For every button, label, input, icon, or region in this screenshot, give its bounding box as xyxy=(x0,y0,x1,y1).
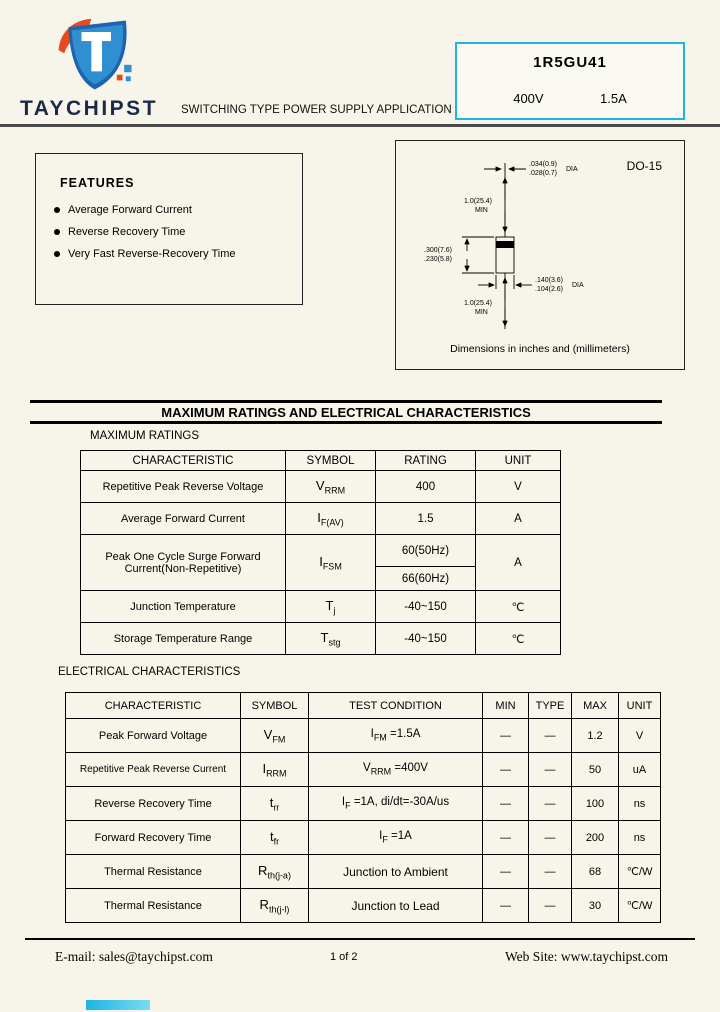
brand-logo-icon xyxy=(52,14,134,96)
cell-rating: 60(50Hz) xyxy=(376,535,476,567)
cell-unit: ns xyxy=(619,787,661,821)
dim-lead-len-top: 1.0(25.4) xyxy=(464,198,493,205)
dim-lead-len-top-min: MIN xyxy=(475,207,488,214)
cell-min: — xyxy=(483,753,529,787)
cell-characteristic: Peak One Cycle Surge Forward Current(Non-Repetitive) xyxy=(81,535,286,591)
brand-logo xyxy=(52,14,134,96)
col-test-condition: TEST CONDITION xyxy=(309,693,483,719)
cell-symbol: $I_{FSM}$ xyxy=(286,535,376,591)
cell-symbol: $V_{RRM}$ xyxy=(286,471,376,503)
table-row xyxy=(66,821,661,855)
section-title: MAXIMUM RATINGS AND ELECTRICAL CHARACTERISTICS xyxy=(30,400,662,424)
table-row xyxy=(66,855,661,889)
col-unit: UNIT xyxy=(619,693,661,719)
cell-characteristic: Average Forward Current xyxy=(81,503,286,535)
cell-rating: -40~150 xyxy=(376,591,476,623)
col-min: MIN xyxy=(483,693,529,719)
logo-pixel-1 xyxy=(124,65,131,72)
table-header-row xyxy=(81,451,561,471)
electrical-characteristics-table xyxy=(65,692,661,923)
table-row xyxy=(81,535,561,567)
cell-rating: 66(60Hz) xyxy=(376,567,476,591)
col-rating: RATING xyxy=(376,451,476,471)
cell-type: — xyxy=(529,753,572,787)
cell-unit: V xyxy=(619,719,661,753)
cell-max: 50 xyxy=(572,753,619,787)
cell-type: — xyxy=(529,719,572,753)
cell-min: — xyxy=(483,821,529,855)
cell-type: — xyxy=(529,787,572,821)
header-tagline: SWITCHING TYPE POWER SUPPLY APPLICATION xyxy=(181,104,452,116)
table-row xyxy=(81,471,561,503)
cell-characteristic: Storage Temperature Range xyxy=(81,623,286,655)
col-characteristic: CHARACTERISTIC xyxy=(66,693,241,719)
cell-symbol: $I_{F(AV)}$ xyxy=(286,503,376,535)
cell-unit: ns xyxy=(619,821,661,855)
cell-min: — xyxy=(483,889,529,923)
cell-test-condition: $I_F =1A$ xyxy=(309,821,483,855)
features-panel xyxy=(35,153,303,305)
table-header-row xyxy=(66,693,661,719)
cell-characteristic: Junction Temperature xyxy=(81,591,286,623)
cell-rating: 1.5 xyxy=(376,503,476,535)
part-number-box xyxy=(455,42,685,120)
dim-body-dia-2: .104(2.6) xyxy=(535,286,564,293)
cell-characteristic: Forward Recovery Time xyxy=(66,821,241,855)
table-row xyxy=(81,591,561,623)
footer-divider xyxy=(25,938,695,940)
package-drawing xyxy=(420,155,670,335)
cell-type: — xyxy=(529,889,572,923)
table-row xyxy=(81,623,561,655)
table-row xyxy=(66,719,661,753)
feature-text: Very Fast Reverse-Recovery Time xyxy=(68,248,236,260)
part-current: 1.5A xyxy=(600,91,627,106)
maximum-ratings-table xyxy=(80,450,561,655)
cell-characteristic: Repetitive Peak Reverse Voltage xyxy=(81,471,286,503)
dim-lead-len-bot: 1.0(25.4) xyxy=(464,300,493,307)
dim-body-len-2: .230(5.8) xyxy=(424,256,453,263)
cell-symbol: $R_{th(j-a)}$ xyxy=(241,855,309,889)
table-row xyxy=(66,787,661,821)
col-characteristic: CHARACTERISTIC xyxy=(81,451,286,471)
cell-unit: ℃ xyxy=(476,623,561,655)
dim-lead-dia-2: .028(0.7) xyxy=(529,170,558,177)
cell-unit: ℃/W xyxy=(619,855,661,889)
cell-min: — xyxy=(483,787,529,821)
package-outline-panel xyxy=(395,140,685,370)
feature-item xyxy=(54,204,292,216)
feature-text: Reverse Recovery Time xyxy=(68,226,186,238)
max-ratings-label: MAXIMUM RATINGS xyxy=(90,430,200,442)
cell-type: — xyxy=(529,821,572,855)
dim-body-dia-label: DIA xyxy=(572,282,584,289)
cell-max: 1.2 xyxy=(572,719,619,753)
cell-characteristic: Peak Forward Voltage xyxy=(66,719,241,753)
bullet-icon xyxy=(54,229,60,235)
package-name: DO-15 xyxy=(626,159,662,173)
cell-type: — xyxy=(529,855,572,889)
dim-body-len-1: .300(7.6) xyxy=(424,247,453,254)
package-caption: Dimensions in inches and (millimeters) xyxy=(450,343,630,355)
bullet-icon xyxy=(54,251,60,257)
cell-characteristic: Thermal Resistance xyxy=(66,855,241,889)
cell-test-condition: $I_F =1A$, di/dt=-30A/us xyxy=(309,787,483,821)
cell-characteristic: Reverse Recovery Time xyxy=(66,787,241,821)
col-type: TYPE xyxy=(529,693,572,719)
page-bottom-accent xyxy=(86,1000,150,1010)
cell-symbol: $t_{fr}$ xyxy=(241,821,309,855)
cathode-band xyxy=(496,241,514,248)
cell-unit: ℃ xyxy=(476,591,561,623)
cell-test-condition: $V_{RRM} =400V$ xyxy=(309,753,483,787)
feature-item xyxy=(54,226,292,238)
cell-max: 68 xyxy=(572,855,619,889)
col-symbol: SYMBOL xyxy=(241,693,309,719)
cell-test-condition: Junction to Ambient xyxy=(309,855,483,889)
col-max: MAX xyxy=(572,693,619,719)
part-voltage: 400V xyxy=(513,91,544,106)
part-number: 1R5GU41 xyxy=(533,54,607,71)
col-unit: UNIT xyxy=(476,451,561,471)
col-symbol: SYMBOL xyxy=(286,451,376,471)
cell-symbol: $T_j$ xyxy=(286,591,376,623)
footer-website: Web Site: www.taychipst.com xyxy=(505,949,669,964)
cell-test-condition: $I_{FM} =1.5A$ xyxy=(309,719,483,753)
cell-max: 100 xyxy=(572,787,619,821)
cell-unit: uA xyxy=(619,753,661,787)
electrical-characteristics-label: ELECTRICAL CHARACTERISTICS xyxy=(58,666,241,678)
bullet-icon xyxy=(54,207,60,213)
dim-lead-len-bot-min: MIN xyxy=(475,309,488,316)
cell-symbol: $V_{FM}$ xyxy=(241,719,309,753)
cell-max: 200 xyxy=(572,821,619,855)
cell-unit: A xyxy=(476,503,561,535)
table-row xyxy=(81,503,561,535)
page-number: 1 of 2 xyxy=(330,951,358,963)
feature-item xyxy=(54,248,292,260)
header-divider xyxy=(0,124,720,127)
cell-characteristic: Thermal Resistance xyxy=(66,889,241,923)
cell-max: 30 xyxy=(572,889,619,923)
table-row xyxy=(66,753,661,787)
dim-lead-dia-1: .034(0.9) xyxy=(529,161,558,168)
cell-symbol: $R_{th(j-l)}$ xyxy=(241,889,309,923)
table-row xyxy=(66,889,661,923)
brand-name: TAYCHIPST xyxy=(20,97,159,120)
logo-pixel-2 xyxy=(117,75,123,81)
cell-symbol: $T_{stg}$ xyxy=(286,623,376,655)
cell-symbol: $I_{RRM}$ xyxy=(241,753,309,787)
cell-rating: 400 xyxy=(376,471,476,503)
cell-min: — xyxy=(483,719,529,753)
logo-pixel-3 xyxy=(126,76,131,81)
cell-rating: -40~150 xyxy=(376,623,476,655)
cell-min: — xyxy=(483,855,529,889)
cell-unit: V xyxy=(476,471,561,503)
cell-symbol: $t_{rr}$ xyxy=(241,787,309,821)
footer-email: E-mail: sales@taychipst.com xyxy=(55,949,213,964)
dim-lead-dia-label: DIA xyxy=(566,166,578,173)
logo-letter-t-stem xyxy=(91,32,102,71)
cell-characteristic: Repetitive Peak Reverse Current xyxy=(66,753,241,787)
part-ratings xyxy=(457,91,683,106)
dim-body-dia-1: .140(3.6) xyxy=(535,277,564,284)
feature-text: Average Forward Current xyxy=(68,204,192,216)
features-title: FEATURES xyxy=(60,176,135,190)
cell-unit: ℃/W xyxy=(619,889,661,923)
cell-unit: A xyxy=(476,535,561,591)
cell-test-condition: Junction to Lead xyxy=(309,889,483,923)
